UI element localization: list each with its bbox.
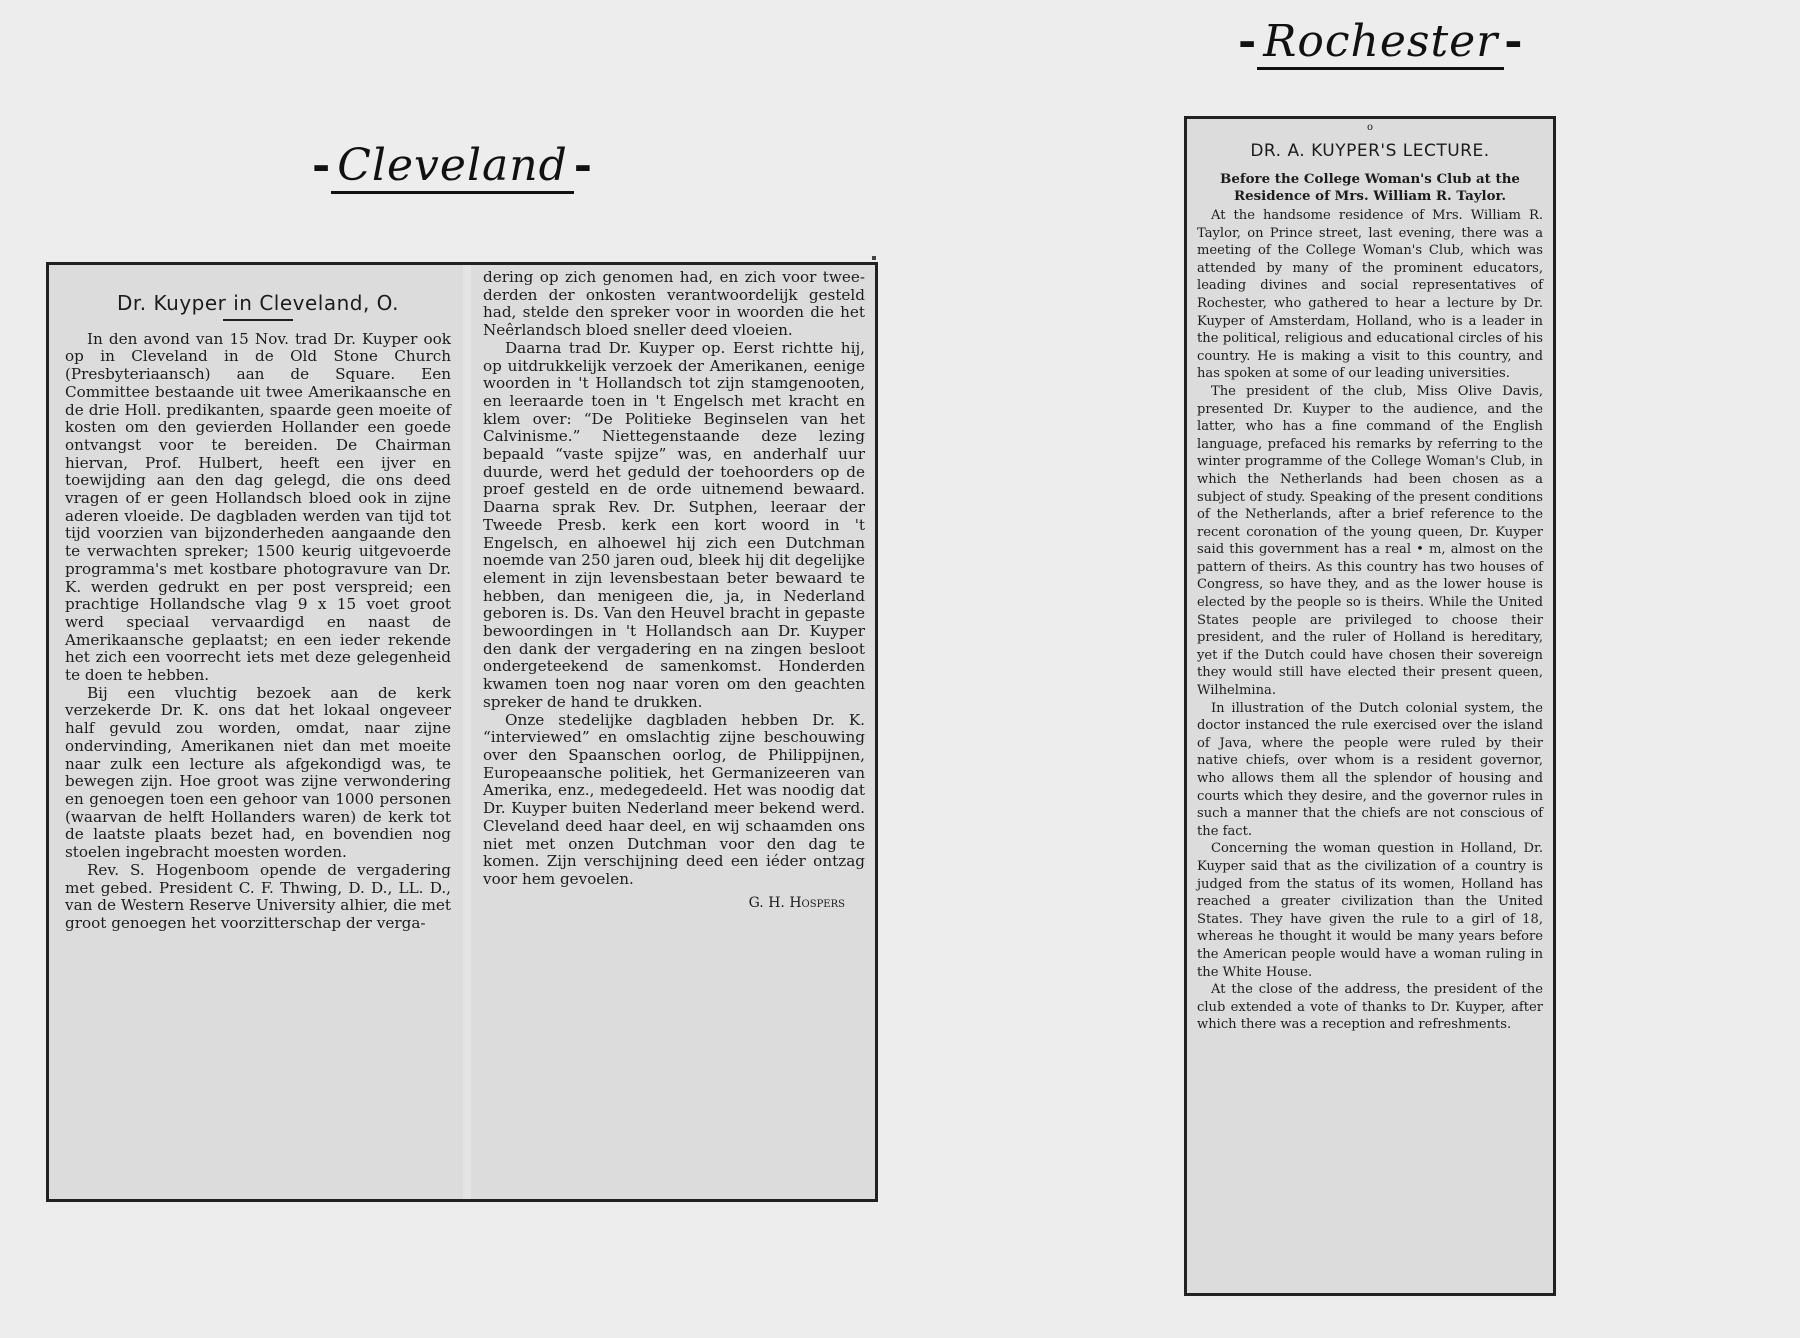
label-rochester-text: Rochester — [1257, 16, 1504, 70]
rochester-paragraph: In illustration of the Dutch colonial system, the doctor instanced the rule exercised over the island of Java, where the people were ruled by their native chiefs, over whom is a resident governor, who allows them all the splendor of housing and courts which they desire, and the governor rules in such a manner that the chiefs are not conscious of the fact. — [1197, 700, 1543, 839]
cleveland-clipping-title: Dr. Kuyper in Cleveland, O. — [117, 291, 399, 315]
cleveland-paragraph: Daarna trad Dr. Kuyper op. Eerst richtte hij, op uitdrukkelijk verzoek der Amerikanen, eenige woorden in 't Hollandsch tot zijn stamgenooten, en leeraarde toen in 't Engelsch met kracht en klem over: “De Politieke Beginselen van het Calvinisme.” Niettegenstaande deze lezing bepaald “vaste spijze” was, en anderhalf uur duurde, werd het geduld der toehoorders op de proef gesteld en de orde uitnemend bewaard. Daarna sprak Rev. Dr. Sutphen, leeraar der Tweede Presb. kerk een kort woord in 't Engelsch, en alhoewel hij zich een Dutchman noemde van 250 jaren oud, bleek hij dit degelijke element in zijn levensbestaan beter bewaard te hebben, dan menigeen die, ja, in Nederland geboren is. Ds. Van den Heuvel bracht in gepaste bewoordingen in 't Hollandsch aan Dr. Kuyper den dank der vergadering en na zingen besloot ondergeteekend de samenkomst. Honderden kwamen toen nog naar voren om den geachten spreker de hand te drukken. — [483, 338, 865, 711]
rochester-clipping — [1184, 116, 1556, 1296]
cleveland-paragraph: Rev. S. Hogenboom opende de vergadering met gebed. President C. F. Thwing, D. D., LL. D., van de Western Reserve University alhier, die met groot genoegen het voorzitterschap der verga- — [65, 860, 451, 932]
rochester-paragraph: Concerning the woman question in Holland, Dr. Kuyper said that as the civilization of a country is judged from the status of its women, Holland has reached a greater civilization than the United States. They have given the rule to a girl of 18, whereas he thought it would be many years before the American people would have a woman ruling in the White House. — [1197, 841, 1543, 980]
rochester-clipping-title: DR. A. KUYPER'S LECTURE. — [1250, 141, 1490, 161]
rochester-ornament: o — [1366, 122, 1374, 133]
label-cleveland-text: Cleveland — [331, 140, 573, 194]
rochester-body — [1197, 207, 1543, 1034]
cleveland-paragraph: In den avond van 15 Nov. trad Dr. Kuyper ook op in Cleveland in de Old Stone Church (Presbyteriaansch) aan de Square. Een Committee bestaande uit twee Amerikaansche en de drie Holl. predikanten, spaarde geen moeite of kosten om den gevierden Hollander een goede ontvangst voor te bereiden. De Chairman hiervan, Prof. Hulbert, heeft een ijver en toewijding aan den dag gelegd, die ons deed vragen of er geen Hollandsch bloed ook in zijne aderen vloeide. De dagbladen werden van tijd tot tijd voorzien van bijzonderheden aangaande den te verwachten spreker; 1500 keurig uitgevoerde programma's met kostbare photogravure van Dr. K. werden gedrukt en per post verspreid; een prachtige Hollandsche vlag 9 x 15 voet groot werd speciaal vervaardigd en naast de Amerikaansche geplaatst; en een ieder rekende het zich een voorrecht iets met deze gelegenheid te doen te hebben. — [65, 329, 451, 685]
cleveland-signature: G. H. Hospers — [748, 894, 845, 911]
rochester-paragraph: At the handsome residence of Mrs. William R. Taylor, on Prince street, last evening, there was a meeting of the College Woman's Club, which was attended by many of the prominent educators, leading divines and social representatives of Rochester, who gathered to hear a lecture by Dr. Kuyper of Amsterdam, Holland, who is a leader in the political, religious and educational circles of his country. He is making a visit to this country, and has spoken at some of our leading universities. — [1197, 208, 1543, 382]
handwritten-label-rochester: - Rochester - — [1238, 16, 1524, 67]
title-rule — [223, 319, 293, 321]
cleveland-paragraph: Bij een vluchtig bezoek aan de kerk verzekerde Dr. K. ons dat het lokaal ongeveer half gevuld zou worden, omdat, naar zijne ondervinding, Amerikanen niet dan met moeite naar zulk een lecture als afgekondigd was, te bewegen zijn. Hoe groot was zijne verwondering en genoegen toen een gehoor van 1000 personen (waarvan de helft Hollanders waren) de kerk tot de laatste plaats bezet had, en bovendien nog stoelen ingebracht moesten worden. — [65, 683, 451, 862]
cleveland-paragraph: dering op zich genomen had, en zich voor twee-derden der onkosten verantwoordelijk gesteld had, stelde den spreker voor in woorden die het Neêrlandsch bloed sneller deed vloeien. — [483, 268, 865, 340]
column-separator — [463, 265, 471, 1199]
rochester-subtitle: Before the College Woman's Club at the Residence of Mrs. William R. Taylor. — [1220, 171, 1520, 204]
cleveland-clipping — [46, 262, 878, 1202]
cleveland-paragraph: Onze stedelijke dagbladen hebben Dr. K. “interviewed” en omslachtig zijne beschouwing over den Spaanschen oorlog, de Philippijnen, Europeaansche politiek, het Germanizeeren van Amerika, enz., medegedeeld. Het was noodig dat Dr. Kuyper buiten Nederland meer bekend werd. Cleveland deed haar deel, en wij schaamden ons niet met onzen Dutchman voor den dag te komen. Zijn verschijning deed een iéder ontzag voor hem gevoelen. — [483, 710, 865, 888]
handwritten-label-cleveland: - Cleveland - — [312, 140, 593, 191]
corner-mark — [872, 256, 876, 260]
rochester-paragraph: At the close of the address, the president of the club extended a vote of thanks to Dr. Kuyper, after which there was a reception and refreshments. — [1197, 982, 1543, 1033]
cleveland-column-left — [59, 271, 457, 1193]
cleveland-column-right — [477, 269, 871, 1193]
rochester-paragraph: The president of the club, Miss Olive Davis, presented Dr. Kuyper to the audience, and the latter, who has a fine command of the English language, prefaced his remarks by referring to the winter programme of the College Woman's Club, in which the Netherlands had been chosen as a subject of study. Speaking of the present conditions of the Netherlands, after a brief reference to the recent coronation of the young queen, Dr. Kuyper said this government has a real • m, almost on the pattern of theirs. As this country has two houses of Congress, so have they, and as the lower house is elected by the people so is theirs. While the United States people are privileged to choose their president, and the ruler of Holland is hereditary, yet if the Dutch could have chosen their sovereign they would still have elected their present queen, Wilhelmina. — [1197, 383, 1543, 699]
